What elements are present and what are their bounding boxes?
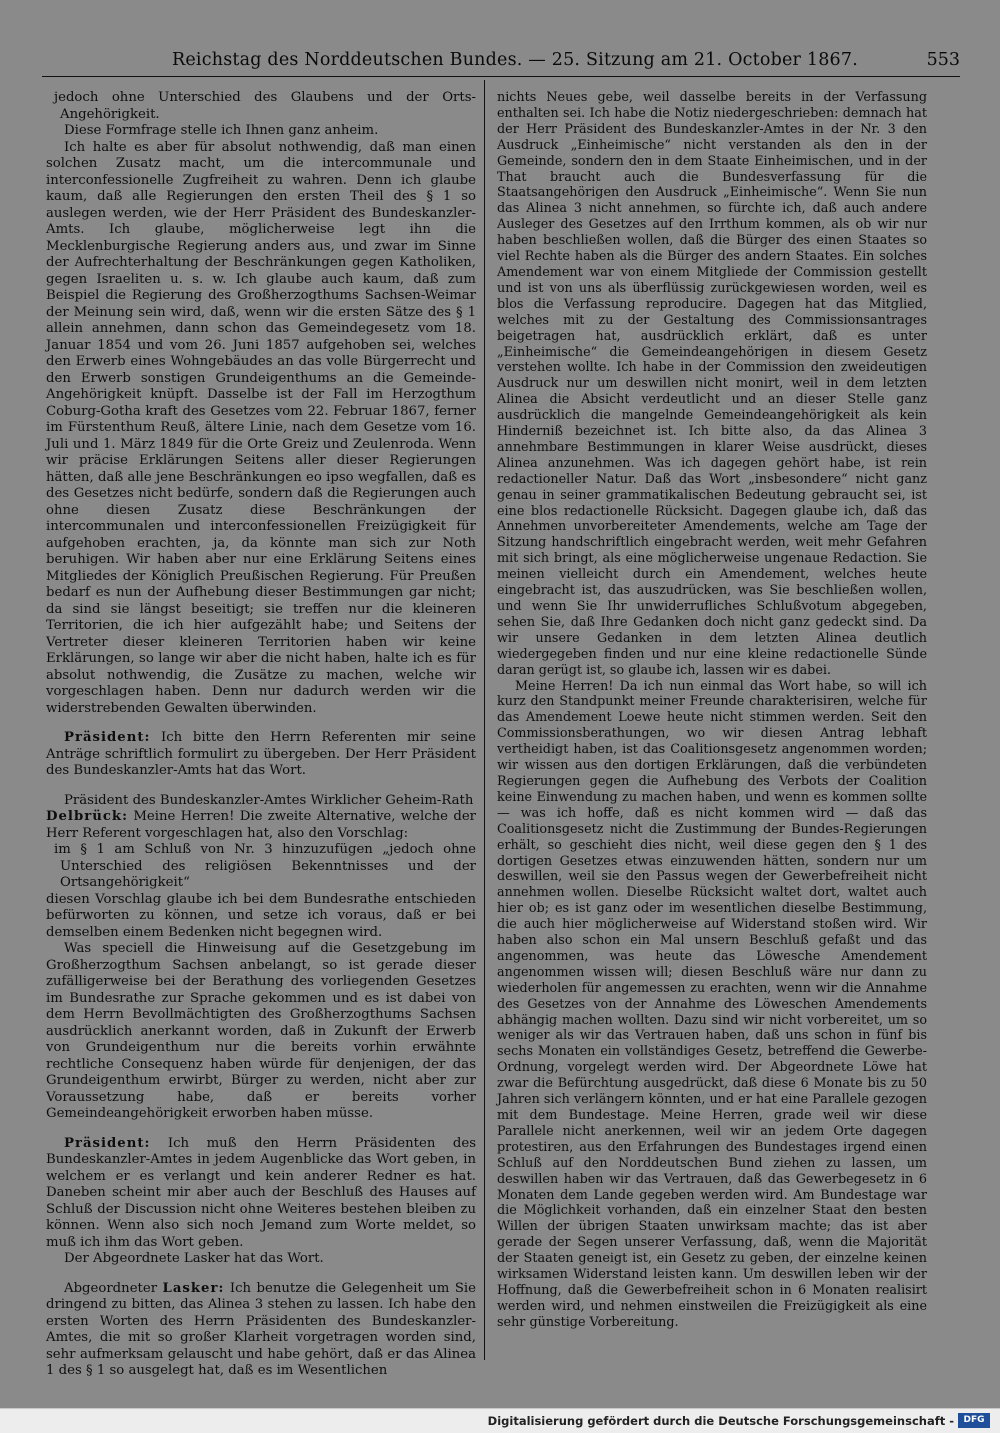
speaker-name: Lasker: [162,1280,225,1296]
column-divider [484,80,485,1360]
speaker-intro: Abgeordneter [64,1280,158,1296]
speech-text: Meine Herren! Die zweite Alternative, welche der Herr Referent vorgeschlagen hat, also den Vorschlag: [46,809,476,841]
speech-text: Ich bitte den Herrn Referenten mir seine Anträge schriftlich formulirt zu übergeben. Der Herr Präsident des Bundeskanzler-Amts hat das Wort. [46,730,477,778]
right-column [497,90,927,1331]
speech-president-1 [46,730,476,780]
footer-bar [0,1408,1000,1433]
paragraph: Der Abgeordnete Lasker hat das Wort. [64,1251,324,1266]
header-title: Reichstag des Norddeutschen Bundes. — 25. Sitzung am 21. October 1867. [172,50,858,70]
speaker-name: Präsident: [64,730,151,745]
speaker-name: Delbrück: [46,809,128,824]
quoted-motion: im § 1 am Schluß von Nr. 3 hinzuzufügen „jedoch ohne Unterschied des religiösen Bekenntnisses und der Ortsangehörigkeit“ [54,842,476,890]
paragraph: Was speciell die Hinweisung auf die Gesetzgebung im Großherzogthum Sachsen anbelangt, so ist gerade dieser zufälligerweise bei der Berathung des vorliegenden Gesetzes im Bundesrathe zur Sprache gekommen und es ist dabei von dem Herrn Bevollmächtigten des Großherzogthums Sachsen ausdrücklich anerkannt worden, daß in Zukunft der Erwerb von Grundeigenthum nur die bereits vorhin erwähnte rechtliche Consequenz haben würde für denjenigen, der das Grundeigenthum erwirbt, Bürger zu werden, nicht aber zur Voraussetzung habe, daß er bereits vorher Gemeindeangehörigkeit erworben haben müsse. [46,941,476,1121]
funding-note: Digitalisierung gefördert durch die Deutsche Forschungsgemeinschaft - [487,1414,954,1428]
speech-lasker [46,1281,476,1380]
left-column [46,90,476,1380]
speech-president-2 [46,1136,476,1252]
dfg-logo: DFG [958,1413,990,1428]
speech-text: Ich muß den Herrn Präsidenten des Bundeskanzler-Amtes in jedem Augenblicke das Wort geben, in welchem er es verlangt und kein anderer Redner es hat. Daneben scheint mir aber auch der Beschluß des Hauses auf Schluß der Discussion nicht ohne Weiteres bestehen bleiben zu können. Wenn also sich noch Jemand zum Worte meldet, so muß ich ihm das Wort geben. [46,1135,476,1250]
page-number: 553 [926,50,960,70]
speech-delbrueck-intro [46,793,476,810]
paragraph: diesen Vorschlag glaube ich bei dem Bundesrathe entschieden befürworten zu können, und setze ich voraus, daß er bei demselben einem Bedenken nicht begegnen wird. [46,891,476,940]
header-rule [42,76,960,77]
speech-delbrueck [46,809,476,842]
speaker-intro: Präsident des Bundeskanzler-Amtes Wirklicher Geheim-Rath [64,792,474,808]
paragraph: Meine Herren! Da ich nun einmal das Wort habe, so will ich kurz den Standpunkt meiner Freunde charakterisiren, welche für das Amendement Loewe heute nicht stimmen werden. Seit den Commissionsberathungen, wo wir diesen Antrag lebhaft vertheidigt haben, ist das Coalitionsgesetz angenommen worden; wir wissen aus den dortigen Erklärungen, daß die verbündeten Regierungen gegen die Aufhebung des Verbots der Coalition keine Einwendung zu machen haben, und wenn es kommen sollte — was ich hoffe, daß es nicht kommen wird — daß das Coalitionsgesetz nicht die Zustimmung der Bundes-Regierungen erhält, so geschieht dies nicht, weil diese gegen den § 1 des dortigen Gesetzes etwas einzuwenden hätten, sondern nur um deswillen, weil sie den Passus wegen der Gewerbefreiheit nicht annehmen wollen. Dieselbe Rücksicht waltet dort, waltet auch hier ob; es ist ganz oder im wesentlichen dieselbe Bestimmung, die auch hier möglicherweise auf Widerstand stoßen wird. Wir haben also schon ein Mal unsern Beschluß gefaßt und das angenommen, was heute das Löwesche Amendement angenommen wissen will; diesen Beschluß wäre nur dann zu wiederholen für angemessen zu erachten, wenn wir die Annahme des Gesetzes von der Annahme des Löweschen Amendements abhängig machen wollten. Dazu sind wir nicht vorbereitet, um so weniger als wir das Vertrauen haben, daß uns schon in fünf bis sechs Monaten ein vollständiges Gesetz, betreffend die Gewerbe-Ordnung, vorgelegt werden wird. Der Abgeordnete Löwe hat zwar die Befürchtung ausgedrückt, daß diese 6 Monate bis zu 50 Jahren sich verlängern könnten, und er hat eine Parallele gezogen mit dem Bundestage. Meine Herren, grade weil wir diese Parallele nicht anerkennen, weil wir an jedem Orte dagegen protestiren, aus den Erfahrungen des Bundestages irgend einen Schluß auf den Norddeutschen Bund ziehen zu lassen, um deswillen haben wir das Vertrauen, daß das Gewerbegesetz in 6 Monaten dem Lande gegeben werden wird. Am Bundestage war die Möglichkeit vorhanden, daß ein einzelner Staat den besten Willen der übrigen Staaten unwirksam machte; das ist aber gerade der Segen unserer Verfassung, daß, wenn die Majorität der Staaten geneigt ist, ein Gesetz zu geben, der einzelne keinen wirksamen Widerstand leisten kann. Um deswillen leben wir der Hoffnung, daß die Gewerbefreiheit schon in 6 Monaten realisirt werden wird, und nehmen einstweilen die Freizügigkeit als eine sehr günstige Vorbereitung. [497,678,927,1330]
paragraph: Ich halte es aber für absolut nothwendig, daß man einen solchen Zusatz macht, um die intercommunale und interconfessionelle Zugfreiheit zu wahren. Denn ich glaube kaum, daß alle Regierungen den ersten Theil des § 1 so auslegen werden, wie der Herr Präsident des Bundeskanzler-Amts. Ich glaube, möglicherweise legt ihn die Mecklenburgische Regierung anders aus, und zwar im Sinne der Aufrechterhaltung der Beschränkungen gegen Katholiken, gegen Israeliten u. s. w. Ich glaube auch kaum, daß zum Beispiel die Regierung des Großherzogthums Sachsen-Weimar der Meinung sein wird, daß, wenn wir die ersten Sätze des § 1 allein annehmen, dann schon das Gemeindegesetz vom 18. Januar 1854 und vom 26. Juni 1857 aufgehoben sei, welches den Erwerb eines Wohngebäudes an das volle Bürgerrecht und den Erwerb sonstigen Grundeigenthums an die Gemeinde-Angehörigkeit knüpft. Dasselbe ist der Fall im Herzogthum Coburg-Gotha kraft des Gesetzes vom 22. Februar 1867, ferner im Fürstenthum Reuß, ältere Linie, nach dem Gesetze vom 16. Juli und 1. März 1849 für die Orte Greiz und Zeulenroda. Wenn wir präcise Erklärungen Seitens aller dieser Regierungen hätten, daß alle jene Beschränkungen eo ipso wegfallen, daß es des Gesetzes nicht bedürfe, sondern daß die Regierungen auch ohne diesen Zusatz diese Beschränkungen der intercommunalen und interconfessionellen Freizügigkeit für aufgehoben erachten, ja, da könnte man sich zur Noth beruhigen. Wir haben aber nur eine Erklärung Seitens eines Mitgliedes der Königlich Preußischen Regierung. Für Preußen bedarf es nun der Aufhebung dieser Bestimmungen gar nicht; da sind sie längst beseitigt; sie treffen nur die kleineren Territorien, die ich hier aufgezählt habe; und Seitens der Vertreter dieser kleineren Territorien haben wir keine Erklärungen, so lange wir aber die nicht haben, halte ich es für absolut nothwendig, die Zusätze zu machen, welche wir vorgeschlagen haben. Denn nur dadurch werden wir die widerstrebenden Gewalten überwinden. [46,139,476,716]
speaker-name: Präsident: [64,1135,151,1151]
running-header [42,50,960,74]
speech-text: Ich benutze die Gelegenheit um Sie dringend zu bitten, das Alinea 3 stehen zu lassen. Ich habe den ersten Worten des Herrn Präsidenten des Bundeskanzler-Amtes, die mit so großer Klarheit vorgetragen worden sind, sehr aufmerksam gelauscht und habe gehört, daß er das Alinea 1 des § 1 so ausgelegt hat, daß es im Wesentlichen [46,1280,476,1378]
paragraph: nichts Neues gebe, weil dasselbe bereits in der Verfassung enthalten sei. Ich habe die Notiz niedergeschrieben: demnach hat der Herr Präsident des Bundeskanzler-Amtes in der Nr. 3 den Ausdruck „Einheimische“ nicht verstanden als den in der Gemeinde, sondern den in dem Staate Einheimischen, und in der That braucht auch die Bundesverfassung für die Staatsangehörigen den Ausdruck „Einheimische“. Wenn Sie nun das Alinea 3 nicht annehmen, so fürchte ich, daß auch andere Ausleger des Gesetzes auf den Irrthum kommen, als ob wir nur haben beschließen wollen, daß die Bürger des einen Staates so viel Rechte haben als die Bürger des andern Staates. Ein solches Amendement war von einem Mitgliede der Commission gestellt und ist von uns als überflüssig zurückgewiesen worden, weil es blos die Verfassung reproducire. Dagegen hat das Mitglied, welches mit zu der Gestaltung des Commissionsantrages beigetragen hat, ausdrücklich erklärt, daß es unter „Einheimische“ die Gemeindeangehörigen in diesem Gesetz verstehen wollte. Ich habe in der Commission den zweideutigen Ausdruck nur um deswillen nicht monirt, weil in dem letzten Alinea die Absicht verdeutlicht und an dieser Stelle ganz ausdrücklich die mangelnde Gemeindeangehörigkeit als kein Hinderniß bezeichnet ist. Ich bitte also, da das Alinea 3 annehmbare Bestimmungen in klarer Weise ausdrückt, dieses Alinea anzunehmen. Was ich dagegen gehört habe, ist rein redactioneller Natur. Daß das Wort „insbesondere“ nicht ganz genau in seiner grammatikalischen Bedeutung gebraucht sei, ist eine blos redactionelle Rücksicht. Dagegen glaube ich, daß das Annehmen unvorbereiteter Amendements, welche am Tage der Sitzung handschriftlich eingebracht werden, weit mehr Gefahren mit sich bringt, als eine möglicherweise ungenaue Redaction. Sie meinen vielleicht durch ein Amendement, welches heute eingebracht ist, das auszudrücken, was Sie beschließen wollen, und wenn Sie Ihr unwiderrufliches Schlußvotum abgegeben, sehen Sie, daß Ihre Gedanken doch nicht ganz gedeckt sind. Da wir unsere Gedanken in dem letzten Alinea deutlich wiedergegeben finden und nur eine kleine redactionelle Sünde daran gerügt ist, so glaube ich, lassen wir es dabei. [497,90,927,678]
paragraph: jedoch ohne Unterschied des Glaubens und der Orts-Angehörigkeit. [54,90,476,122]
paragraph: Diese Formfrage stelle ich Ihnen ganz anheim. [64,123,379,138]
